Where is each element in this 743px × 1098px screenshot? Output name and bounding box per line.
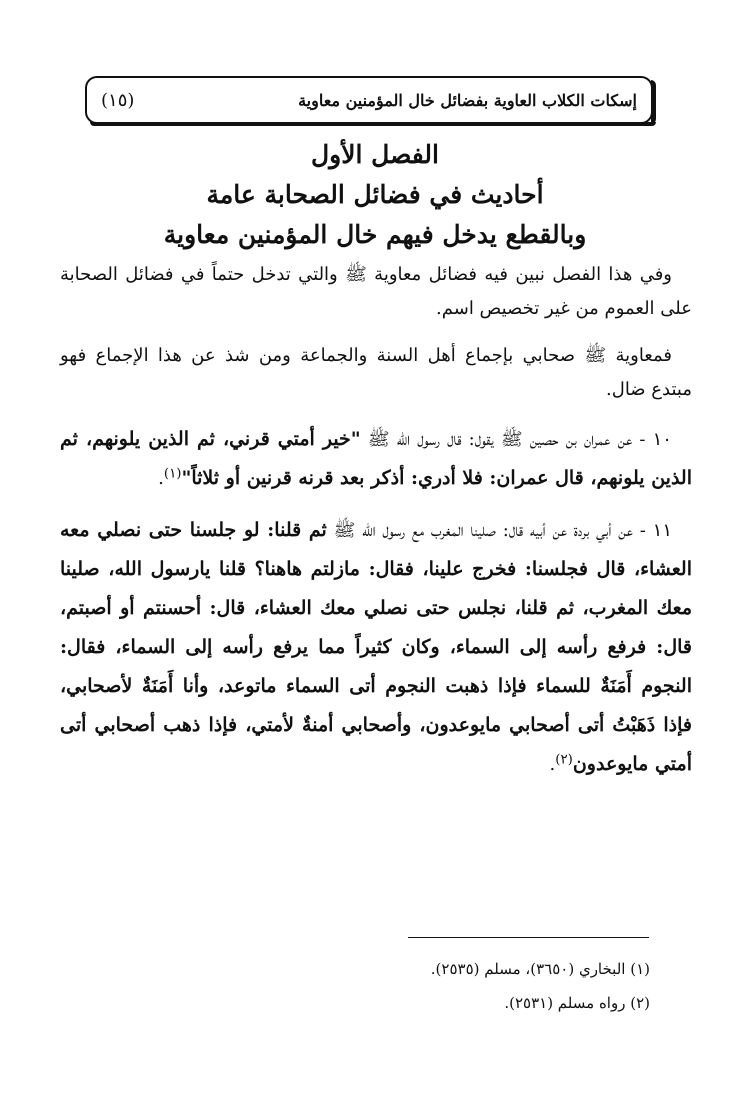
paragraph-gap	[60, 498, 692, 511]
hadith-10-end: .	[158, 468, 164, 489]
chapter-title: الفصل الأول	[311, 140, 439, 169]
footnote-1: (١) البخاري (٣٦٥٠)، مسلم (٢٥٣٥).	[430, 960, 650, 978]
hadith-11-end: .	[549, 754, 556, 775]
footnote-2: (٢) رواه مسلم (٢٥٣١).	[504, 994, 650, 1012]
footnote-separator	[408, 937, 649, 938]
hadith-11-paragraph	[60, 511, 692, 784]
paragraph-gap	[60, 326, 692, 339]
page-number: (١٥)	[101, 89, 135, 111]
hadith-11-text: ثم قلنا: لو جلسنا حتى نصلي معه العشاء، قال فجلسنا: فخرج علينا، فقال: مازلتم هاهنا؟ قلنا يارسول الله، صلينا معك المغرب، ثم قلنا، نجلس حتى نصلي معك العشاء، قال: أحسنتم أو أصبتم، قال: فرفع رأسه إلى السماء، وكان كثيراً مما يرفع رأسه إلى السماء، فقال: النجوم أَمَنَةٌ للسماء فإذا ذهبت النجوم أتى السماء ماتوعد، وأنا أَمَنَةٌ لأصحابي، فإذا ذَهَبْتُ أتى أصحابي مايوعدون، وأصحابي أمنةٌ لأمتي، فإذا ذهب أصحابي أتى أمتي مايوعدون	[60, 519, 692, 775]
hadith-11-intro: ١١ - عن أبي بردة عن أبيه قال: صلينا المغرب مع رسول الله ﷺ	[326, 520, 672, 541]
hadith-10-text: "خير أمتي قرني، ثم الذين يلونهم، ثم الذين يلونهم، قال عمران: فلا أدري: أذكر بعد قرنه قرنين أو ثلاثاً"	[60, 428, 692, 489]
hadith-10-intro: ١٠ - عن عمران بن حصين ﷺ يقول: قال رسول الله ﷺ	[360, 429, 672, 450]
chapter-subtitle-1: أحاديث في فضائل الصحابة عامة	[206, 180, 544, 209]
paragraph-gap	[60, 407, 692, 420]
body-text	[60, 258, 692, 784]
chapter-subtitle-2: وبالقطع يدخل فيهم خال المؤمنين معاوية	[163, 220, 587, 249]
consensus-paragraph: فمعاوية ﷺ صحابي بإجماع أهل السنة والجماعة ومن شذ عن هذا الإجماع فهو مبتدع ضال.	[60, 345, 692, 400]
running-title: إسكات الكلاب العاوية بفضائل خال المؤمنين معاوية	[298, 90, 637, 110]
intro-paragraph: وفي هذا الفصل نبين فيه فضائل معاوية ﷺ والتي تدخل حتماً في فضائل الصحابة على العموم من غير تخصيص اسم.	[60, 264, 692, 319]
footnotes	[60, 952, 650, 1020]
hadith-10-paragraph	[60, 420, 692, 498]
footnote-ref-1: (١)	[163, 466, 182, 482]
footnote-ref-2: (٢)	[555, 752, 573, 768]
page-header	[85, 76, 653, 124]
